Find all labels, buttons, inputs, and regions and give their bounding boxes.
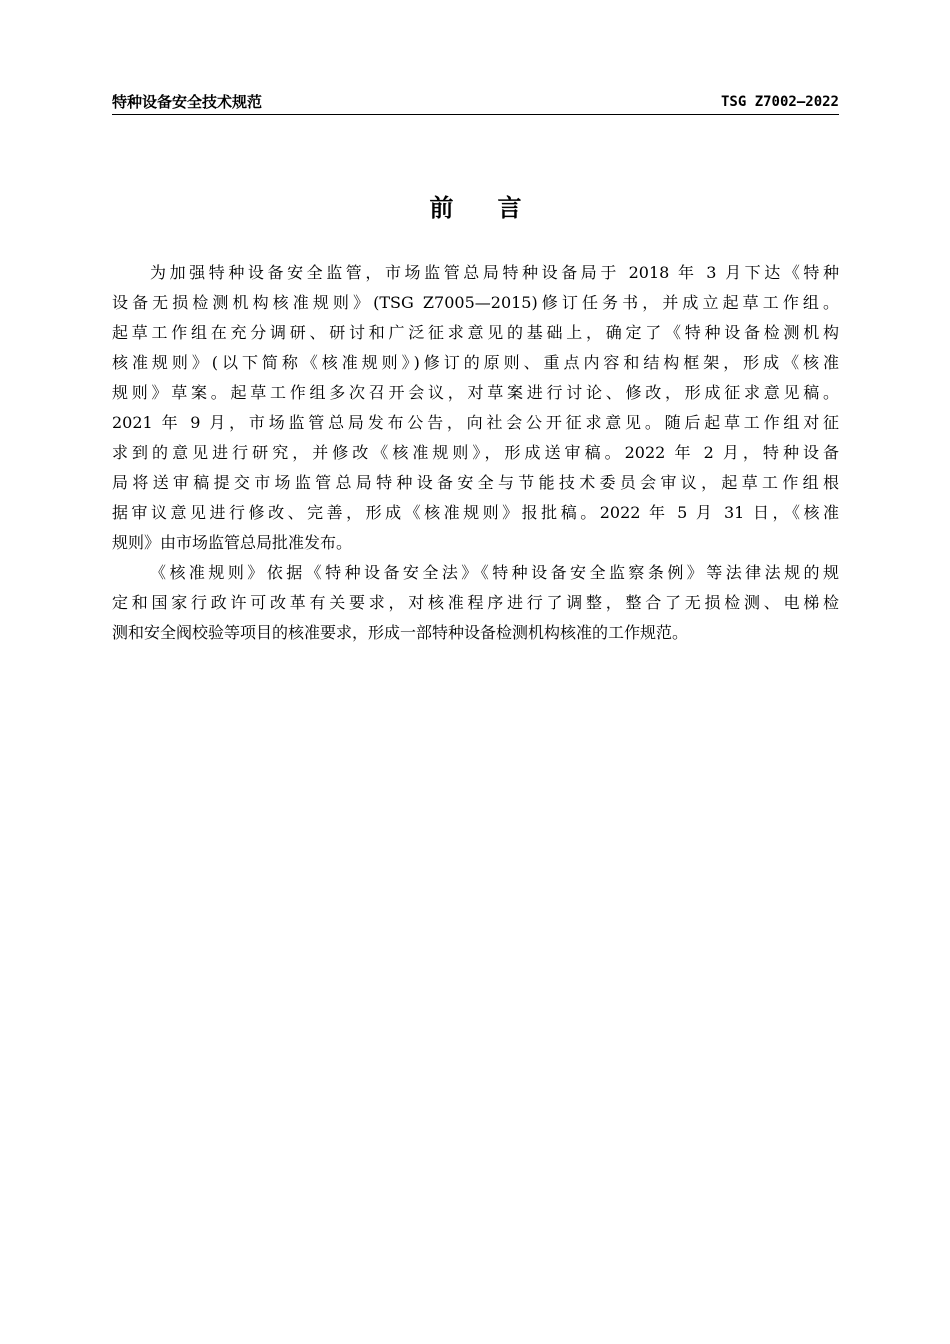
text-line: 求到的意见进行研究，并修改《核准规则》，形成送审稿。2022 年 2 月，特种设备: [112, 443, 839, 462]
running-header: [112, 92, 839, 115]
header-document-number: TSG Z7002—2022: [720, 94, 839, 110]
text-line: 测和安全阀校验等项目的核准要求，形成一部特种设备检测机构核准的工作规范。: [112, 623, 689, 642]
text-line: 为加强特种设备安全监管，市场监管总局特种设备局于 2018 年 3 月下达《特种: [150, 263, 839, 282]
text-line: 规则》草案。起草工作组多次召开会议，对草案进行讨论、修改，形成征求意见稿。: [112, 383, 839, 402]
text-line: 起草工作组在充分调研、研讨和广泛征求意见的基础上，确定了《特种设备检测机构: [112, 323, 839, 342]
text-line: 《核准规则》依据《特种设备安全法》《特种设备安全监察条例》等法律法规的规: [150, 563, 839, 582]
text-line: 定和国家行政许可改革有关要求，对核准程序进行了调整，整合了无损检测、电梯检: [112, 593, 839, 612]
header-spec-category: 特种设备安全技术规范: [112, 93, 263, 111]
text-line: 核准规则》(以下简称《核准规则》)修订的原则、重点内容和结构框架，形成《核准: [112, 353, 839, 372]
text-line: 规则》由市场监管总局批准发布。: [112, 533, 353, 552]
text-line: 局将送审稿提交市场监管总局特种设备安全与节能技术委员会审议，起草工作组根: [112, 473, 839, 492]
paragraph-1: [112, 258, 839, 558]
page-title: 前言: [429, 194, 566, 222]
paragraph-2: [112, 558, 839, 648]
text-line: 2021 年 9 月，市场监管总局发布公告，向社会公开征求意见。随后起草工作组对征: [112, 413, 839, 432]
text-line: 设备无损检测机构核准规则》(TSG Z7005—2015)修订任务书，并成立起草工作组。: [112, 293, 839, 312]
foreword-body: [112, 258, 839, 648]
text-line: 据审议意见进行修改、完善，形成《核准规则》报批稿。2022 年 5 月 31 日，《核准: [112, 503, 839, 522]
